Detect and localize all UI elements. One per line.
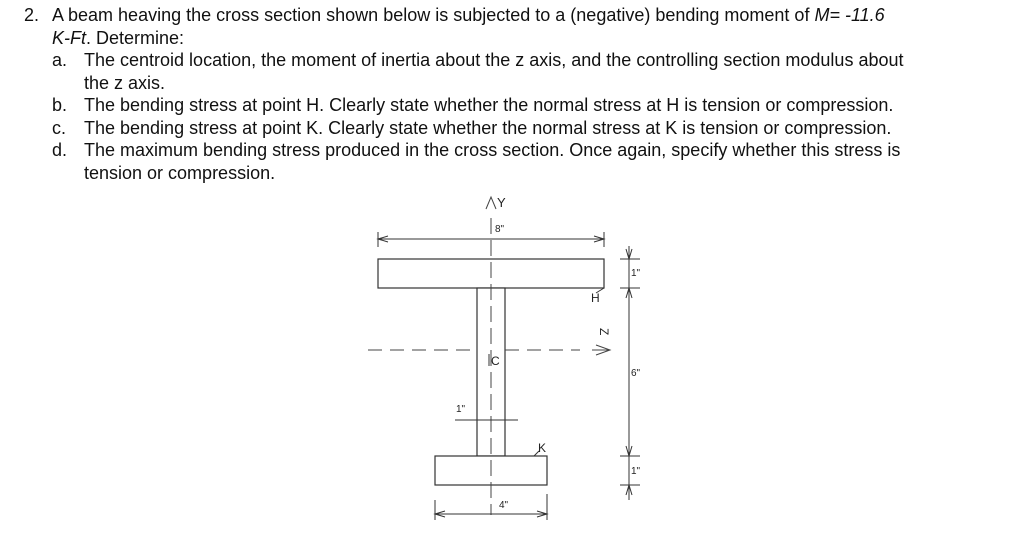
item-letter: b. xyxy=(52,95,68,115)
item-letter: a. xyxy=(52,50,68,70)
moment-unit: K-Ft xyxy=(52,27,86,48)
y-axis-arrowhead xyxy=(486,197,496,209)
stem-text: A beam heaving the cross section shown below is subjected to a (negative) bending moment of xyxy=(52,5,815,25)
item-text: The maximum bending stress produced in the cross section. Once again, specify whether this stress is xyxy=(84,140,901,160)
web-height-label: 6" xyxy=(631,368,641,379)
point-h-label: H xyxy=(591,291,600,305)
bottom-flange-thickness-label: 1" xyxy=(631,466,641,477)
item-letter: d. xyxy=(52,140,68,160)
top-width-label: 8" xyxy=(495,224,505,235)
item-text: The bending stress at point H. Clearly state whether the normal stress at H is tension or compression. xyxy=(84,95,894,115)
z-axis-label: Z xyxy=(597,328,611,336)
stem-determine: . Determine: xyxy=(86,27,185,48)
top-flange-thickness-label: 1" xyxy=(631,268,641,279)
moment-value: -11.6 xyxy=(839,5,885,25)
y-axis-label: Y xyxy=(497,195,506,210)
centroid-label: C xyxy=(491,354,500,368)
bottom-width-label: 4" xyxy=(499,500,509,511)
item-text: The bending stress at point K. Clearly state whether the normal stress at K is tension or compression. xyxy=(84,117,892,138)
moment-variable: M= xyxy=(814,5,840,25)
web-thickness-label: 1" xyxy=(456,404,466,415)
item-text: the z axis. xyxy=(84,72,166,93)
item-text: The centroid location, the moment of inertia about the z axis, and the controlling section modulus about xyxy=(84,50,904,70)
item-text: tension or compression. xyxy=(84,162,276,183)
problem-number: 2. xyxy=(24,5,40,25)
item-letter: c. xyxy=(52,117,67,138)
point-k-label: K xyxy=(538,441,547,455)
